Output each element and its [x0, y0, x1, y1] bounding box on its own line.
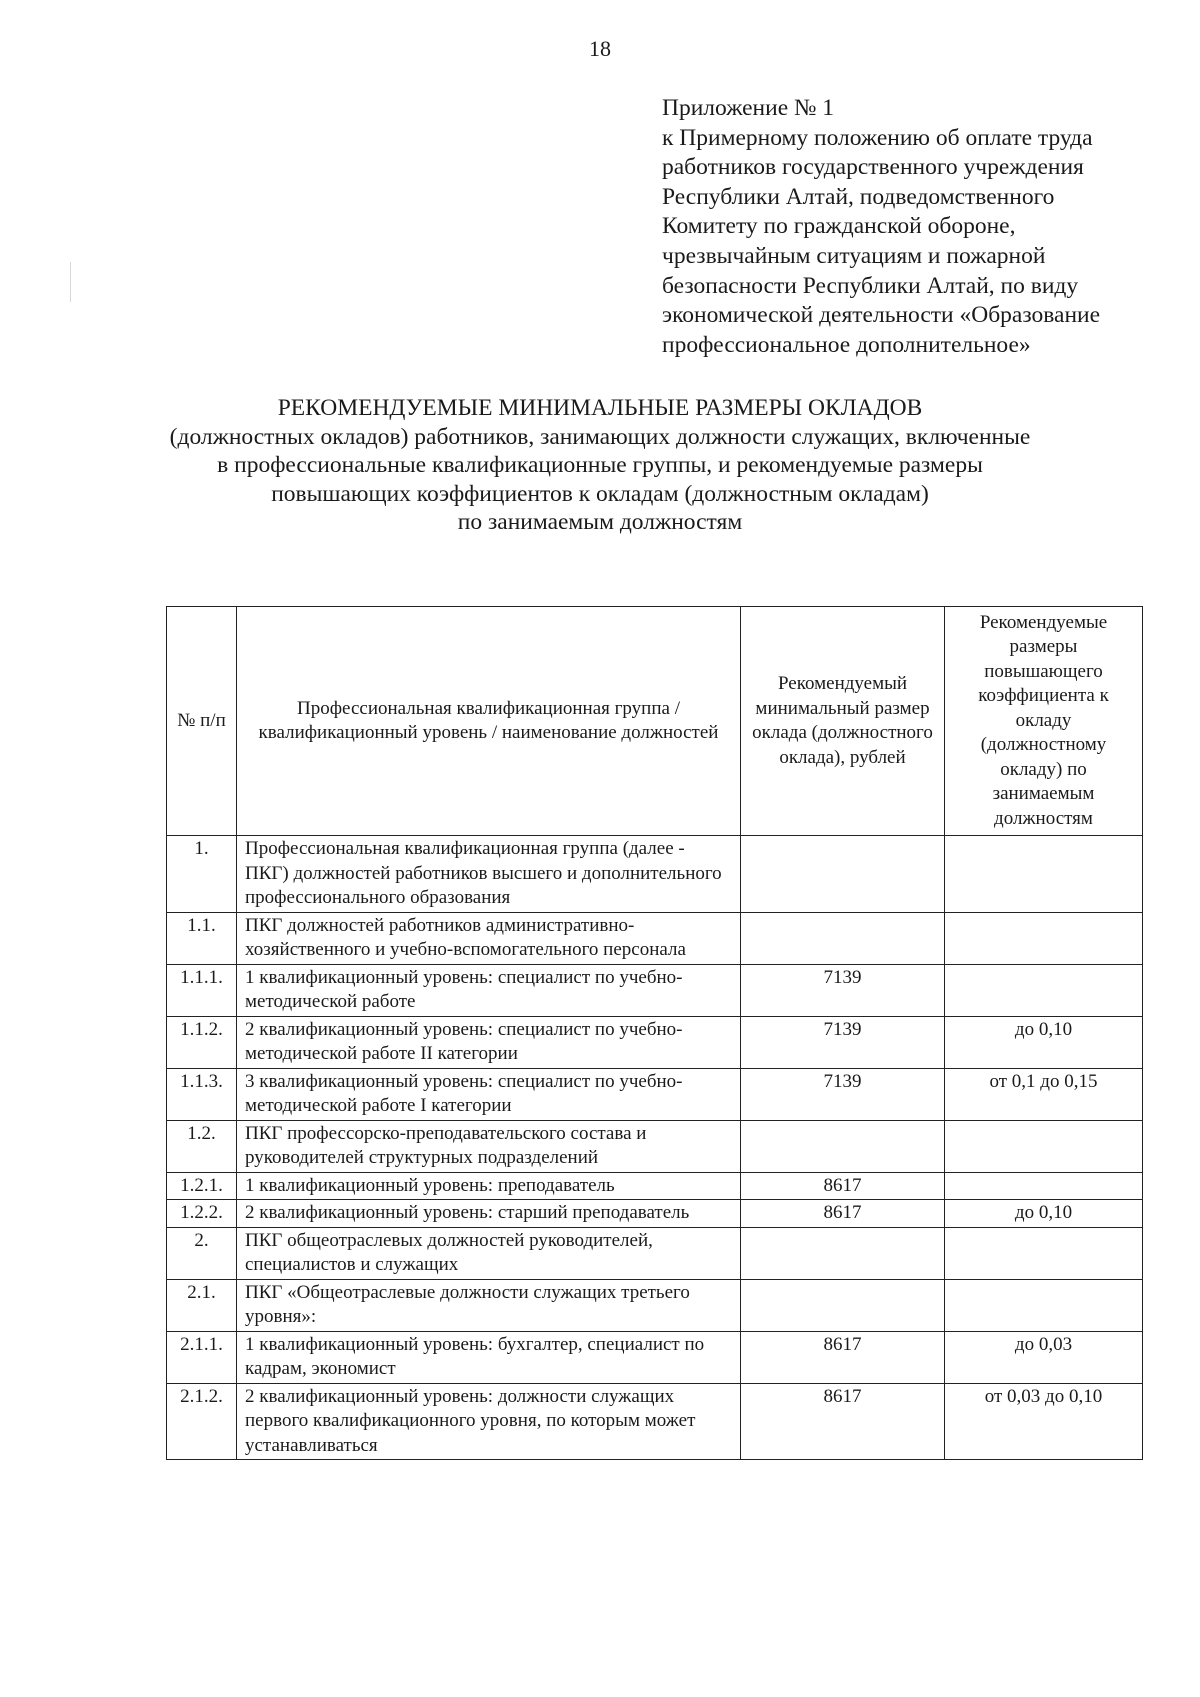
table-row [167, 1383, 1143, 1460]
appendix-line: Республики Алтай, подведомственного [662, 183, 1055, 210]
row-description: 1 квалификационный уровень: бухгалтер, специалист по кадрам, экономист [237, 1331, 741, 1383]
table-row [167, 912, 1143, 964]
table-row [167, 1068, 1143, 1120]
row-number: 2. [167, 1227, 237, 1279]
row-coefficient [945, 1227, 1143, 1279]
row-description: 1 квалификационный уровень: преподаватель [237, 1172, 741, 1200]
appendix-line: профессиональное дополнительное» [662, 331, 1031, 358]
table-row [167, 1279, 1143, 1331]
table-row [167, 1200, 1143, 1228]
appendix-block [662, 94, 1182, 360]
appendix-line: к Примерному положению об оплате труда [662, 124, 1093, 151]
row-description: ПКГ должностей работников административно-хозяйственного и учебно-вспомогательного персонала [237, 912, 741, 964]
row-salary [741, 1279, 945, 1331]
row-number: 2.1.2. [167, 1383, 237, 1460]
appendix-line: безопасности Республики Алтай, по виду [662, 272, 1079, 299]
appendix-line: чрезвычайным ситуациям и пожарной [662, 242, 1046, 269]
row-salary: 8617 [741, 1331, 945, 1383]
row-number: 1. [167, 836, 237, 913]
row-coefficient [945, 912, 1143, 964]
row-number: 2.1. [167, 1279, 237, 1331]
row-salary: 7139 [741, 1068, 945, 1120]
row-number: 1.2. [167, 1120, 237, 1172]
page-number: 18 [589, 36, 611, 61]
appendix-line: Комитету по гражданской обороне, [662, 213, 1016, 240]
table-row [167, 1227, 1143, 1279]
table-body [167, 836, 1143, 1460]
appendix-line: работников государственного учреждения [662, 154, 1084, 181]
row-description: 2 квалификационный уровень: старший преподаватель [237, 1200, 741, 1228]
row-number: 1.2.1. [167, 1172, 237, 1200]
row-coefficient: от 0,1 до 0,15 [945, 1068, 1143, 1120]
row-number: 1.1.2. [167, 1016, 237, 1068]
header-group: Профессиональная квалификационная группа / квалификационный уровень / наименование должностей [237, 607, 741, 836]
row-coefficient [945, 964, 1143, 1016]
row-salary [741, 1120, 945, 1172]
row-description: Профессиональная квалификационная группа (далее - ПКГ) должностей работников высшего и дополнительного профессионального образования [237, 836, 741, 913]
row-salary: 8617 [741, 1383, 945, 1460]
row-description: 1 квалификационный уровень: специалист по учебно-методической работе [237, 964, 741, 1016]
scan-margin-mark [70, 262, 71, 302]
row-salary: 7139 [741, 1016, 945, 1068]
row-salary: 7139 [741, 964, 945, 1016]
row-salary: 8617 [741, 1172, 945, 1200]
row-coefficient [945, 1279, 1143, 1331]
heading-line: в профессиональные квалификационные группы, и рекомендуемые размеры [217, 452, 983, 478]
heading-line: РЕКОМЕНДУЕМЫЕ МИНИМАЛЬНЫЕ РАЗМЕРЫ ОКЛАДОВ [277, 395, 923, 421]
row-coefficient [945, 836, 1143, 913]
heading-line: повышающих коэффициентов к окладам (должностным окладам) [271, 480, 929, 507]
table-row [167, 1172, 1143, 1200]
row-description: 2 квалификационный уровень: должности служащих первого квалификационного уровня, по которым может устанавливаться [237, 1383, 741, 1460]
document-heading [0, 394, 1200, 537]
heading-line: (должностных окладов) работников, занимающих должности служащих, включенные [169, 423, 1031, 450]
row-description: 2 квалификационный уровень: специалист по учебно-методической работе II категории [237, 1016, 741, 1068]
row-coefficient: до 0,10 [945, 1016, 1143, 1068]
table-row [167, 836, 1143, 913]
heading-line: по занимаемым должностям [457, 509, 743, 535]
row-coefficient: до 0,03 [945, 1331, 1143, 1383]
table-row [167, 1331, 1143, 1383]
row-description: ПКГ «Общеотраслевые должности служащих третьего уровня»: [237, 1279, 741, 1331]
header-coefficient: Рекомендуемые размеры повышающего коэффициента к окладу (должностному окладу) по занимаемым должностям [945, 607, 1143, 836]
row-coefficient [945, 1120, 1143, 1172]
table-header-row [167, 607, 1143, 836]
header-num: № п/п [167, 607, 237, 836]
row-number: 2.1.1. [167, 1331, 237, 1383]
row-salary [741, 836, 945, 913]
table-row [167, 1120, 1143, 1172]
header-salary: Рекомендуемый минимальный размер оклада (должностного оклада), рублей [741, 607, 945, 836]
row-salary [741, 912, 945, 964]
row-coefficient [945, 1172, 1143, 1200]
row-description: ПКГ общеотраслевых должностей руководителей, специалистов и служащих [237, 1227, 741, 1279]
table-row [167, 964, 1143, 1016]
row-salary [741, 1227, 945, 1279]
row-coefficient: до 0,10 [945, 1200, 1143, 1228]
row-number: 1.1. [167, 912, 237, 964]
table-row [167, 1016, 1143, 1068]
row-number: 1.1.3. [167, 1068, 237, 1120]
appendix-line: экономической деятельности «Образование [662, 302, 1101, 329]
row-description: ПКГ профессорско-преподавательского состава и руководителей структурных подразделений [237, 1120, 741, 1172]
row-coefficient: от 0,03 до 0,10 [945, 1383, 1143, 1460]
row-description: 3 квалификационный уровень: специалист по учебно-методической работе I категории [237, 1068, 741, 1120]
row-salary: 8617 [741, 1200, 945, 1228]
salary-table [166, 606, 1143, 1460]
appendix-line: Приложение № 1 [662, 95, 835, 121]
row-number: 1.2.2. [167, 1200, 237, 1228]
row-number: 1.1.1. [167, 964, 237, 1016]
